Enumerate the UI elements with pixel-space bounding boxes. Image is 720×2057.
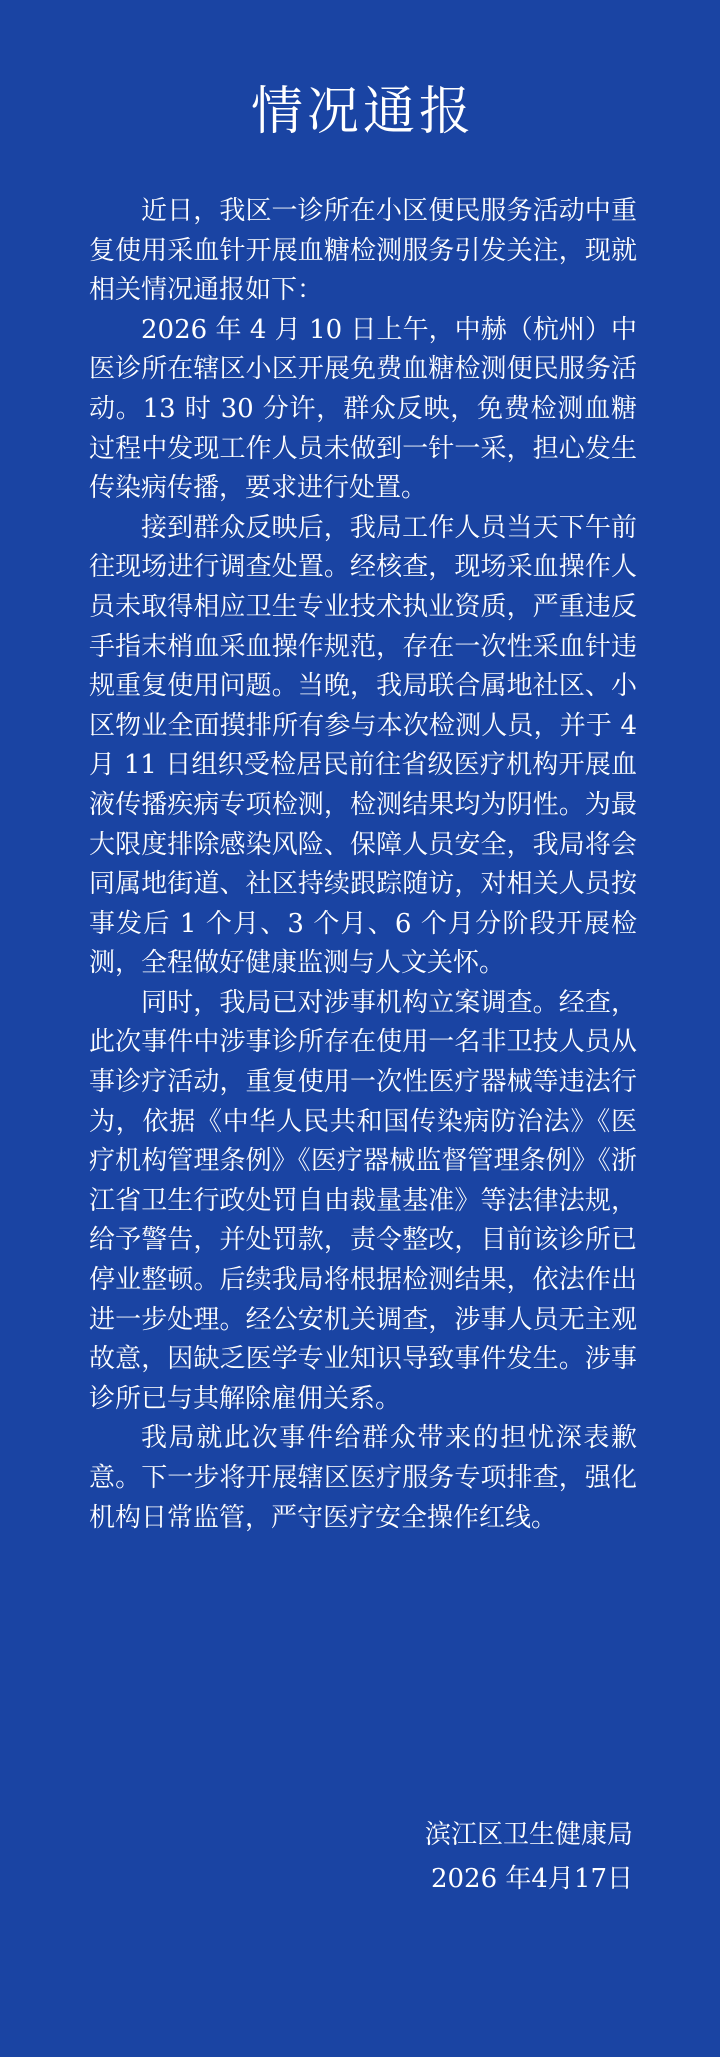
issuer-name: 滨江区卫生健康局: [424, 1820, 633, 1850]
notice-paragraph-intro: 近日，我区一诊所在小区便民服务活动中重复使用采血针开展血糖检测服务引发关注，现就相关情况通报如下：: [89, 196, 637, 306]
notice-paragraph-investigation: 接到群众反映后，我局工作人员当天下午前往现场进行调查处置。经核查，现场采血操作人员未取得相应卫生专业技术执业资质，严重违反手指末梢血采血操作规范，存在一次性采血针违规重复使用问题。当晚，我局联合属地社区、小区物业全面摸排所有参与本次检测人员，并于 4 月 11 日组织受检居民前往省级医疗机构开展血液传播疾病专项检测，检测结果均为阴性。为最大限度排除感染风险、保障人员安全，我局将会同属地街道、社区持续跟踪随访，对相关人员按事发后 1 个月、3 个月、6 个月分阶段开展检测，全程做好健康监测与人文关怀。: [89, 512, 637, 979]
notice-signature: [425, 1813, 633, 1901]
notice-paragraph-event: 2026 年 4 月 10 日上午，中赫（杭州）中医诊所在辖区小区开展免费血糖检测便民服务活动。13 时 30 分许，群众反映，免费检测血糖过程中发现工作人员未做到一针一采，担心发生传染病传播，要求进行处置。: [89, 314, 637, 504]
notice-paragraph-apology: 我局就此次事件给群众带来的担忧深表歉意。下一步将开展辖区医疗服务专项排查，强化机构日常监管，严守医疗安全操作红线。: [89, 1423, 637, 1533]
notice-paragraph-penalty: 同时，我局已对涉事机构立案调查。经查，此次事件中涉事诊所存在使用一名非卫技人员从事诊疗活动，重复使用一次性医疗器械等违法行为，依据《中华人民共和国传染病防治法》《医疗机构管理条例》《医疗器械监督管理条例》《浙江省卫生行政处罚自由裁量基准》等法律法规，给予警告，并处罚款，责令整改，目前该诊所已停业整顿。后续我局将根据检测结果，依法作出进一步处理。经公安机关调查，涉事人员无主观故意，因缺乏医学专业知识导致事件发生。涉事诊所已与其解除雇佣关系。: [89, 987, 637, 1414]
notice-body: [89, 192, 637, 1538]
issue-date: 2026 年4月17日: [430, 1864, 633, 1894]
notice-title: 情况通报: [250, 82, 475, 142]
